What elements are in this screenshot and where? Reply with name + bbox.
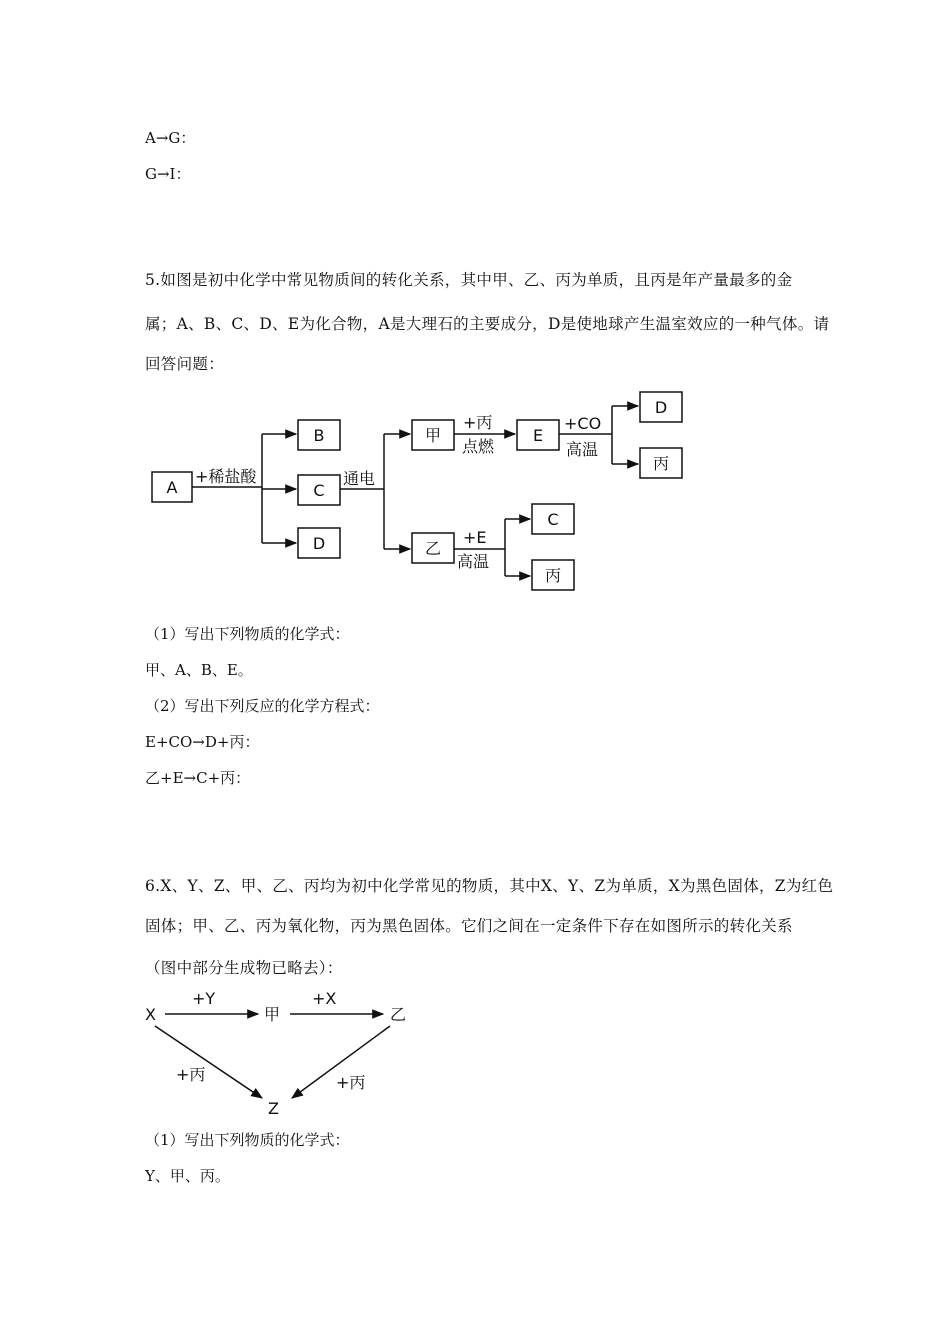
q5-label-plus-co: +CO xyxy=(564,414,602,433)
q6-node-jia: 甲 xyxy=(264,1005,281,1024)
q6-stem-line-3: （图中部分生成物已略去）： xyxy=(145,959,343,977)
q5-box-yi-label: 乙 xyxy=(424,539,442,558)
q6-label-plus-bing-right: +丙 xyxy=(336,1073,366,1092)
q6-node-yi: 乙 xyxy=(390,1005,407,1024)
q5-label-plus-e: +E xyxy=(463,528,487,547)
q6-node-z: Z xyxy=(268,1099,279,1118)
q5-stem-line-1: 5.如图是初中化学中常见物质间的转化关系，其中甲、乙、丙为单质，且丙是年产量最多的金 xyxy=(145,271,793,289)
answer-line-a-to-g: A→G： xyxy=(145,129,196,147)
q5-box-jia-label: 甲 xyxy=(424,426,442,445)
q5-stem-line-3: 回答问题： xyxy=(145,355,225,373)
q5-sub2-prompt: （2）写出下列反应的化学方程式： xyxy=(145,697,380,715)
q5-box-bing1-label: 丙 xyxy=(652,454,670,473)
q6-stem-line-1: 6.X、Y、Z、甲、乙、丙均为初中化学常见的物质，其中X、Y、Z为单质，X为黑色固体，Z为红色 xyxy=(145,877,834,895)
q5-label-high-temp-2: 高温 xyxy=(457,552,490,571)
q5-box-d-label: D xyxy=(312,534,326,553)
q5-box-c-label: C xyxy=(313,481,325,500)
q6-sub1-answer: Y、甲、丙。 xyxy=(145,1167,230,1185)
q5-box-e-label: E xyxy=(532,426,544,445)
q5-label-ignite: 点燃 xyxy=(462,437,495,456)
q5-sub1-prompt: （1）写出下列物质的化学式： xyxy=(145,625,350,643)
q5-stem-line-2: 属；A、B、C、D、E为化合物，A是大理石的主要成分，D是使地球产生温室效应的一种气体。请 xyxy=(145,315,830,333)
q5-equation-2: 乙+E→C+丙： xyxy=(145,769,251,787)
q5-box-c2-label: C xyxy=(547,510,559,529)
q5-box-b-label: B xyxy=(313,426,325,445)
q6-label-plus-x: +X xyxy=(312,989,337,1008)
q5-label-plus-bing: +丙 xyxy=(463,413,493,432)
q6-label-plus-y: +Y xyxy=(192,989,216,1008)
q6-arrow-x-to-z xyxy=(155,1026,262,1098)
q5-box-bing2-label: 丙 xyxy=(544,566,562,585)
q6-sub1-prompt: （1）写出下列物质的化学式： xyxy=(145,1131,350,1149)
answer-line-g-to-i: G→I： xyxy=(145,165,191,183)
q5-label-high-temp-1: 高温 xyxy=(566,440,599,459)
q5-equation-1: E+CO→D+丙： xyxy=(145,733,260,751)
q6-stem-line-2: 固体；甲、乙、丙为氧化物，丙为黑色固体。它们之间在一定条件下存在如图所示的转化关系 xyxy=(145,917,793,935)
q5-box-d2-label: D xyxy=(654,398,668,417)
q5-label-hcl: +稀盐酸 xyxy=(195,467,257,486)
q6-node-x: X xyxy=(145,1005,156,1024)
q5-label-electrolysis: 通电 xyxy=(343,469,376,488)
q6-label-plus-bing-left: +丙 xyxy=(176,1065,206,1084)
q5-sub1-answer: 甲、A、B、E。 xyxy=(145,661,253,679)
q5-box-a-label: A xyxy=(166,478,178,497)
